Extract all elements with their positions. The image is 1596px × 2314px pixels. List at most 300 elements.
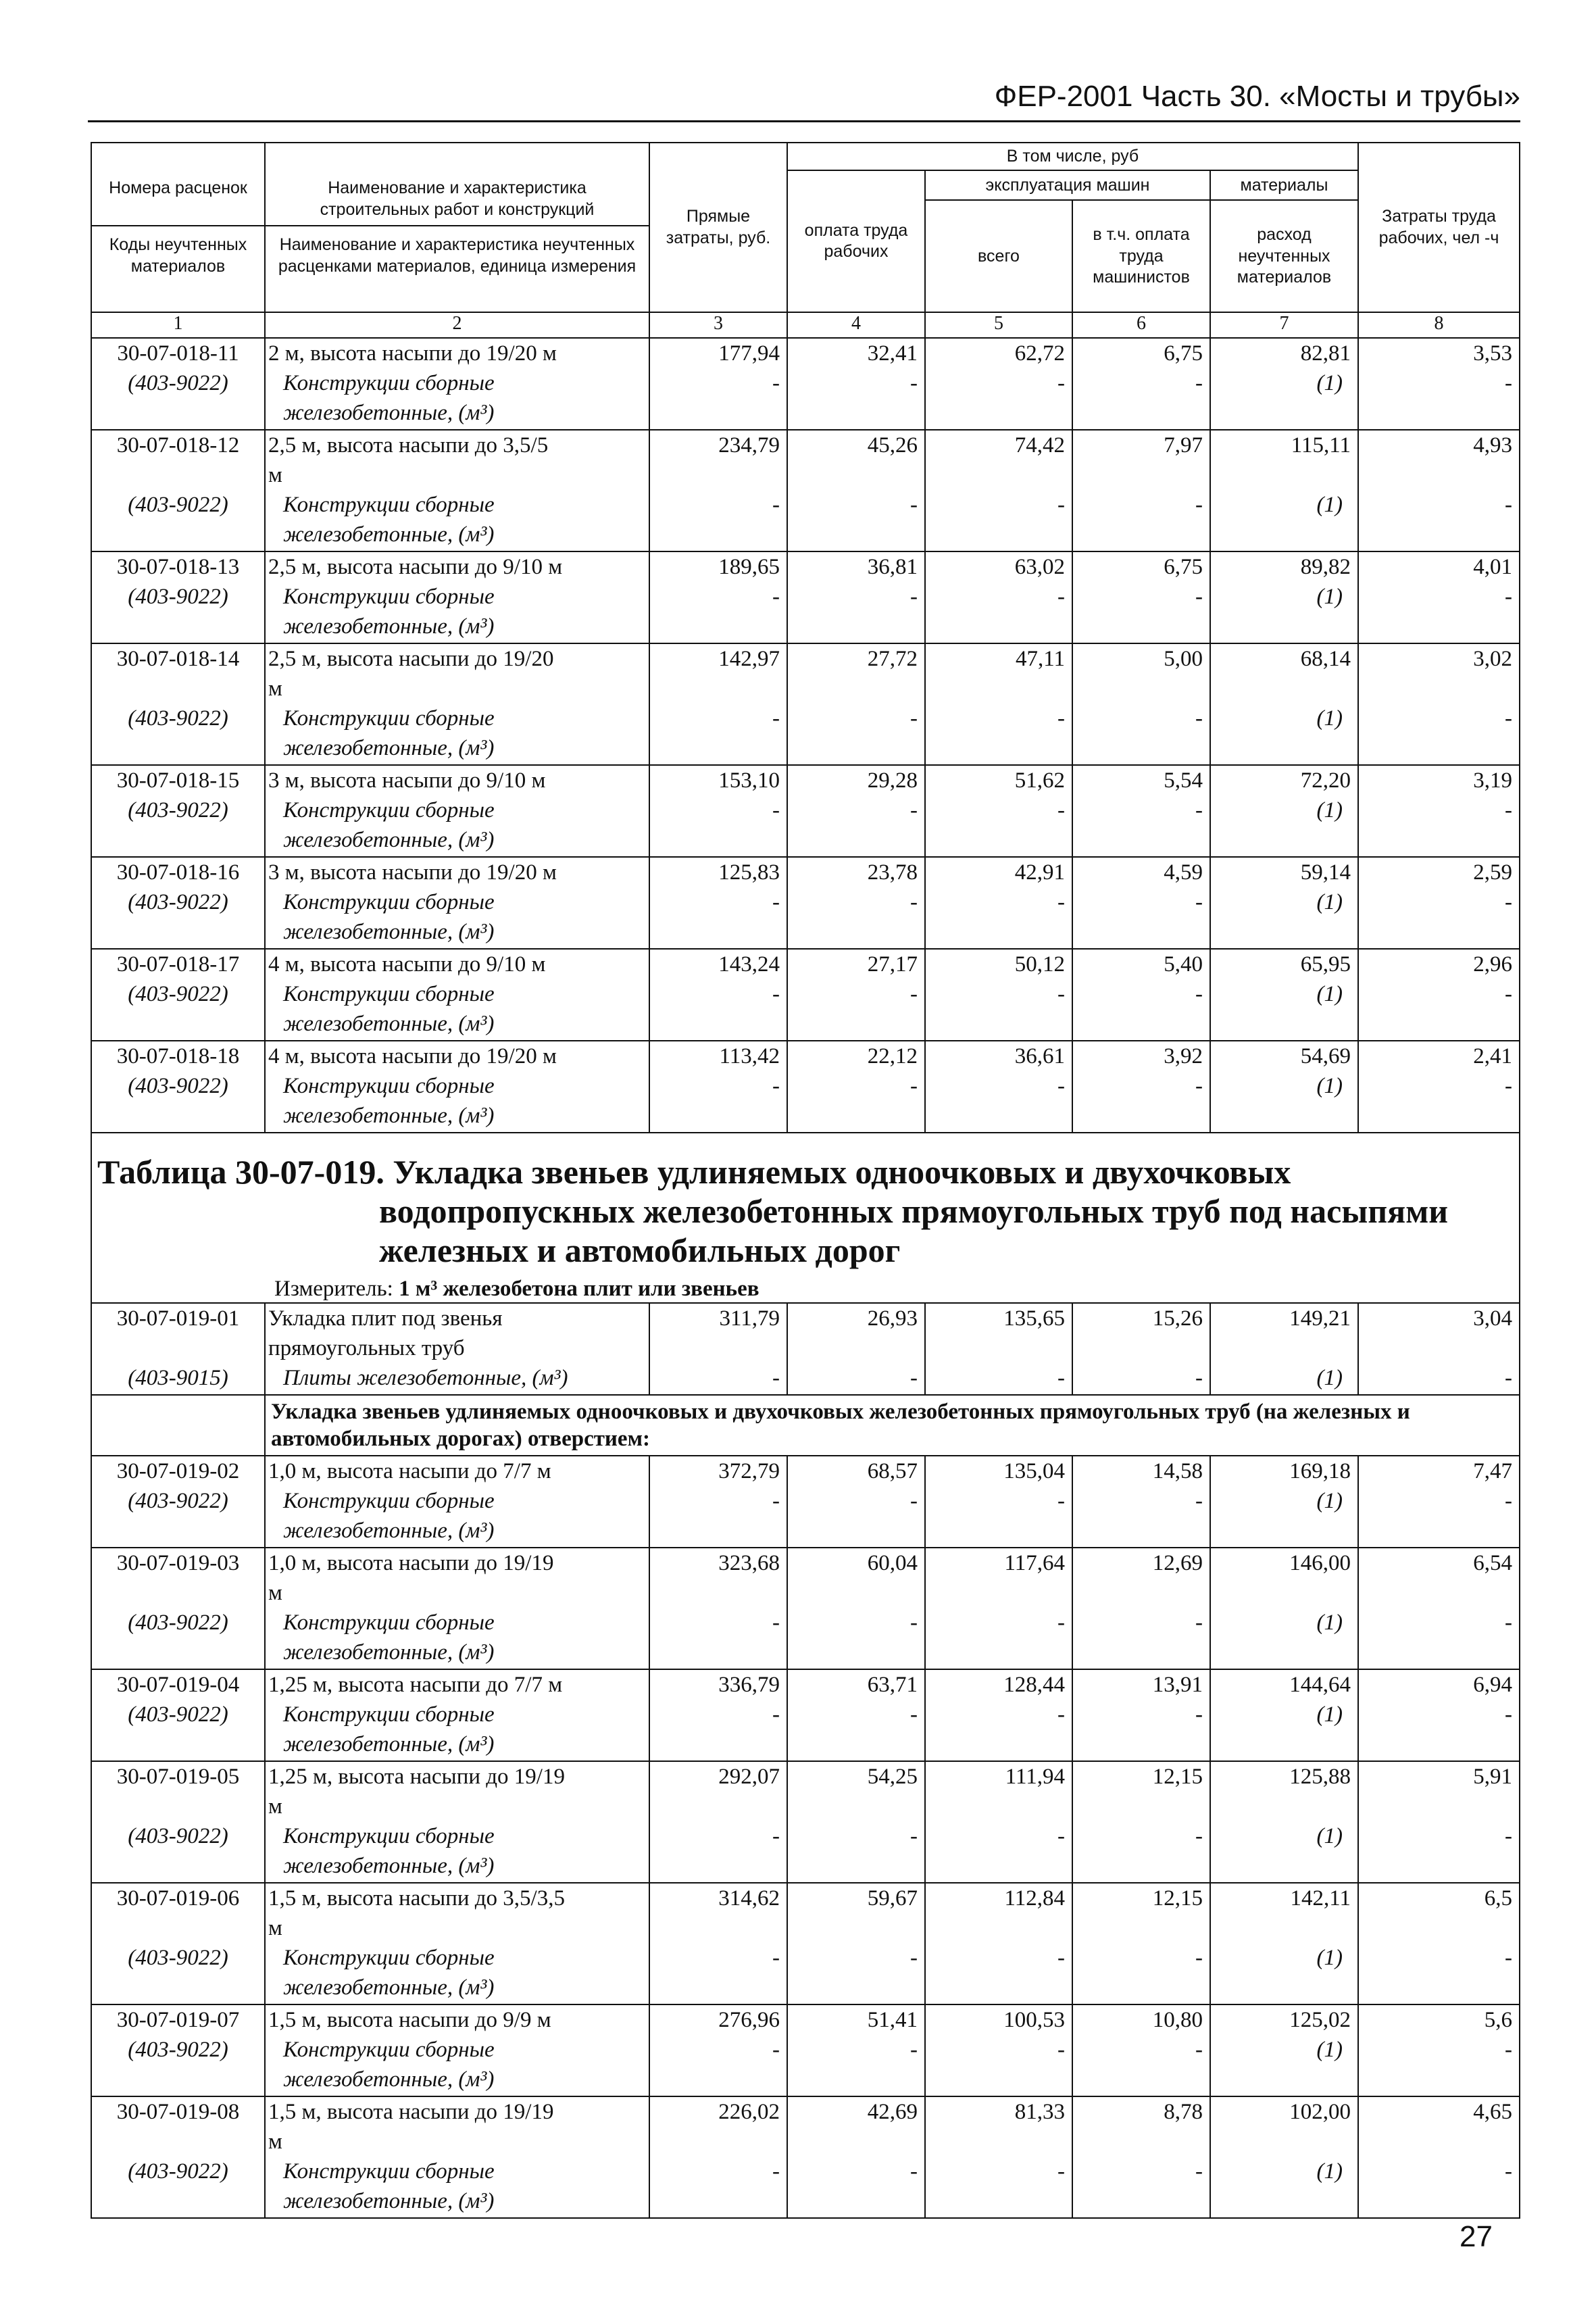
operators-pay <box>1072 551 1210 643</box>
machines-total-value: 51,62 <box>1014 768 1065 793</box>
dash: - <box>910 2159 918 2184</box>
dash: - <box>910 982 918 1007</box>
spacer <box>793 1913 918 1943</box>
dash: - <box>772 706 780 731</box>
dash: - <box>1057 1610 1065 1635</box>
labor-pay-value: 45,26 <box>867 433 918 458</box>
text-line: железобетонные, (м³) <box>283 920 495 945</box>
operators-pay-value: 3,92 <box>1164 1044 1203 1069</box>
material-quantity: (1) <box>1316 890 1343 915</box>
rate-code: 30-07-019-06 <box>116 1886 240 1911</box>
text-line: Конструкции сборные <box>283 493 495 518</box>
spacer <box>793 1792 918 1821</box>
materials-cost <box>1210 1548 1358 1669</box>
text-line: железобетонные, (м³) <box>283 1732 495 1757</box>
spacer <box>655 2127 780 2157</box>
rates-table <box>91 142 1520 2219</box>
materials-cost <box>1210 857 1358 949</box>
materials-cost-value: 68,14 <box>1300 647 1351 672</box>
labor-hours-value: 3,02 <box>1473 647 1512 672</box>
text-line: м <box>268 463 282 488</box>
column-number: 4 <box>787 312 925 338</box>
spacer <box>931 1578 1065 1608</box>
labor-hours <box>1358 1041 1520 1133</box>
direct-cost-value: 226,02 <box>718 2100 780 2125</box>
material-code: (403-9015) <box>128 1366 228 1391</box>
material-quantity: (1) <box>1316 493 1343 518</box>
dash: - <box>772 2159 780 2184</box>
direct-cost-value: 189,65 <box>718 555 780 580</box>
spacer <box>1216 460 1351 490</box>
direct-cost-value: 113,42 <box>719 1044 780 1069</box>
direct-cost <box>649 857 787 949</box>
materials-cost-value: 146,00 <box>1289 1551 1351 1576</box>
machines-total-value: 100,53 <box>1003 2008 1065 2033</box>
operators-pay <box>1072 1669 1210 1761</box>
header-operators-pay: в т.ч. оплата труда машинистов <box>1072 200 1210 312</box>
materials-cost <box>1210 1456 1358 1548</box>
machines-total-value: 62,72 <box>1014 341 1065 366</box>
operators-pay <box>1072 1548 1210 1669</box>
material-code: (403-9022) <box>128 706 228 731</box>
table-title-line: Таблица 30-07-019. Укладка звеньев удлиняемых одноочковых и двухочковых <box>97 1153 1291 1191</box>
operators-pay <box>1072 430 1210 551</box>
materials-cost-value: 82,81 <box>1300 341 1351 366</box>
dash: - <box>1505 1946 1512 1971</box>
text-line: Плиты железобетонные, (м³) <box>283 1366 568 1391</box>
header-labor-hours: Затраты труда рабочих, чел -ч <box>1358 143 1520 312</box>
spacer <box>793 1333 918 1363</box>
text-line: Конструкции сборные <box>283 1824 495 1849</box>
labor-pay <box>787 1456 925 1548</box>
dash: - <box>1505 982 1512 1007</box>
materials-cost <box>1210 2096 1358 2218</box>
labor-hours-value: 2,96 <box>1473 952 1512 977</box>
labor-hours <box>1358 551 1520 643</box>
direct-cost-value: 292,07 <box>718 1765 780 1790</box>
machines-total <box>925 1883 1072 2004</box>
dash: - <box>1505 585 1512 610</box>
dash: - <box>1057 798 1065 823</box>
machines-total-value: 63,02 <box>1014 555 1065 580</box>
dash: - <box>910 1824 918 1849</box>
table-title-line: водопропускных железобетонных прямоугольных труб под насыпями <box>379 1192 1449 1231</box>
direct-cost-value: 153,10 <box>718 768 780 793</box>
labor-pay <box>787 430 925 551</box>
header-col1-top: Номера расценок <box>109 178 247 198</box>
header-col2-divider <box>266 225 649 226</box>
rate-code: 30-07-018-18 <box>116 1044 240 1069</box>
material-quantity: (1) <box>1316 371 1343 396</box>
direct-cost-value: 314,62 <box>718 1886 780 1911</box>
rate-code-cell <box>91 2096 265 2218</box>
header-col2-bottom: Наименование и характеристика неучтенных расценками материалов, единица измерения <box>278 235 637 276</box>
rate-code-cell <box>91 430 265 551</box>
text-line: Конструкции сборные <box>283 982 495 1007</box>
rate-code-cell <box>91 1883 265 2004</box>
operators-pay <box>1072 949 1210 1041</box>
labor-pay-value: 23,78 <box>867 860 918 885</box>
dash: - <box>1505 1489 1512 1514</box>
labor-hours <box>1358 949 1520 1041</box>
dash: - <box>910 798 918 823</box>
header-row-1 <box>91 143 1520 170</box>
rate-code-cell <box>91 1761 265 1883</box>
operators-pay <box>1072 1883 1210 2004</box>
materials-cost <box>1210 765 1358 857</box>
dash: - <box>1195 1946 1203 1971</box>
spacer <box>1078 1913 1203 1943</box>
machines-total <box>925 1548 1072 1669</box>
dash: - <box>1195 1824 1203 1849</box>
operators-pay <box>1072 643 1210 765</box>
labor-pay <box>787 338 925 430</box>
direct-cost <box>649 949 787 1041</box>
rate-code-cell <box>91 551 265 643</box>
text-line: железобетонные, (м³) <box>283 522 495 547</box>
direct-cost <box>649 2096 787 2218</box>
material-quantity: (1) <box>1316 2038 1343 2063</box>
operators-pay <box>1072 338 1210 430</box>
text-line: 3 м, высота насыпи до 9/10 м <box>268 768 546 793</box>
spacer <box>97 2127 259 2157</box>
spacer <box>1078 460 1203 490</box>
dash: - <box>910 1702 918 1727</box>
spacer <box>1364 460 1512 490</box>
labor-pay <box>787 1041 925 1133</box>
labor-pay <box>787 1883 925 2004</box>
dash: - <box>1195 585 1203 610</box>
labor-pay-value: 60,04 <box>867 1551 918 1576</box>
description-cell <box>265 2004 649 2096</box>
labor-pay-value: 27,72 <box>867 647 918 672</box>
machines-total-value: 36,61 <box>1014 1044 1065 1069</box>
dash: - <box>1505 371 1512 396</box>
header-material-use: расход неучтенных материалов <box>1210 200 1358 312</box>
machines-total <box>925 857 1072 949</box>
dash: - <box>1505 890 1512 915</box>
rate-code: 30-07-018-12 <box>116 433 240 458</box>
rate-code-cell <box>91 2004 265 2096</box>
material-code: (403-9022) <box>128 1824 228 1849</box>
labor-hours <box>1358 1303 1520 1395</box>
labor-pay <box>787 1303 925 1395</box>
material-code: (403-9022) <box>128 1946 228 1971</box>
direct-cost-value: 323,68 <box>718 1551 780 1576</box>
machines-total-value: 117,64 <box>1004 1551 1065 1576</box>
material-code: (403-9022) <box>128 1610 228 1635</box>
materials-cost-value: 144,64 <box>1289 1673 1351 1698</box>
header-col2 <box>265 143 649 312</box>
text-line: 1,5 м, высота насыпи до 19/19 <box>268 2100 554 2125</box>
dash: - <box>1057 890 1065 915</box>
text-line: Конструкции сборные <box>283 798 495 823</box>
machines-total-value: 135,65 <box>1003 1306 1065 1331</box>
description-cell <box>265 338 649 430</box>
rate-row <box>91 430 1520 551</box>
rate-code-cell <box>91 1041 265 1133</box>
spacer <box>97 1578 259 1608</box>
spacer <box>1364 1913 1512 1943</box>
operators-pay-value: 12,15 <box>1152 1765 1203 1790</box>
labor-hours-value: 2,59 <box>1473 860 1512 885</box>
dash: - <box>772 1946 780 1971</box>
rate-row <box>91 949 1520 1041</box>
dash: - <box>910 706 918 731</box>
labor-hours <box>1358 2004 1520 2096</box>
dash: - <box>1057 585 1065 610</box>
labor-pay <box>787 643 925 765</box>
rate-row <box>91 551 1520 643</box>
materials-cost <box>1210 1669 1358 1761</box>
text-line: 1,0 м, высота насыпи до 19/19 <box>268 1551 554 1576</box>
text-line: 2,5 м, высота насыпи до 19/20 <box>268 647 554 672</box>
spacer <box>1216 1913 1351 1943</box>
dash: - <box>1057 706 1065 731</box>
table-title <box>97 1133 1514 1270</box>
rate-row <box>91 1041 1520 1133</box>
material-quantity: (1) <box>1316 1074 1343 1099</box>
direct-cost <box>649 1041 787 1133</box>
labor-hours-value: 5,6 <box>1484 2008 1512 2033</box>
rate-row <box>91 1883 1520 2004</box>
dash: - <box>910 493 918 518</box>
material-code: (403-9022) <box>128 493 228 518</box>
dash: - <box>1057 1366 1065 1391</box>
dash: - <box>1505 1610 1512 1635</box>
header-machines: эксплуатация машин <box>925 170 1210 200</box>
table-title-line: железных и автомобильных дорог <box>379 1231 901 1270</box>
rate-code: 30-07-018-13 <box>116 555 240 580</box>
direct-cost-value: 125,83 <box>718 860 780 885</box>
operators-pay <box>1072 1041 1210 1133</box>
spacer <box>1078 1333 1203 1363</box>
direct-cost-value: 142,97 <box>718 647 780 672</box>
material-code: (403-9022) <box>128 371 228 396</box>
labor-hours <box>1358 765 1520 857</box>
spacer <box>1364 1333 1512 1363</box>
text-line: Конструкции сборные <box>283 2038 495 2063</box>
direct-cost <box>649 551 787 643</box>
text-line: железобетонные, (м³) <box>283 1012 495 1037</box>
dash: - <box>910 371 918 396</box>
rate-code: 30-07-018-16 <box>116 860 240 885</box>
labor-hours-value: 3,04 <box>1473 1306 1512 1331</box>
rate-code-cell <box>91 643 265 765</box>
header-col1-bottom: Коды неучтенных материалов <box>109 235 247 276</box>
spacer <box>1364 1792 1512 1821</box>
operators-pay <box>1072 2096 1210 2218</box>
measure-label: Измеритель: <box>274 1277 393 1302</box>
materials-cost-value: 169,18 <box>1289 1459 1351 1484</box>
operators-pay <box>1072 1456 1210 1548</box>
material-quantity: (1) <box>1316 585 1343 610</box>
material-code: (403-9022) <box>128 798 228 823</box>
section-heading: Укладка звеньев удлиняемых одноочковых и двухочковых железобетонных прямоугольных труб (на железных и автомобильных дорогах) отверстием: <box>265 1395 1520 1456</box>
labor-hours <box>1358 643 1520 765</box>
direct-cost <box>649 338 787 430</box>
direct-cost-value: 177,94 <box>718 341 780 366</box>
description-cell <box>265 765 649 857</box>
column-number: 8 <box>1358 312 1520 338</box>
labor-pay-value: 27,17 <box>867 952 918 977</box>
labor-hours <box>1358 1456 1520 1548</box>
column-number: 7 <box>1210 312 1358 338</box>
operators-pay <box>1072 1761 1210 1883</box>
materials-cost <box>1210 1041 1358 1133</box>
machines-total-value: 112,84 <box>1004 1886 1065 1911</box>
rate-code-cell <box>91 857 265 949</box>
materials-cost-value: 59,14 <box>1300 860 1351 885</box>
dash: - <box>1505 1824 1512 1849</box>
dash: - <box>910 2038 918 2063</box>
labor-pay-value: 36,81 <box>867 555 918 580</box>
column-number: 1 <box>91 312 265 338</box>
rate-row <box>91 2004 1520 2096</box>
materials-cost-value: 115,11 <box>1291 433 1351 458</box>
rate-code-cell <box>91 1456 265 1548</box>
material-code: (403-9022) <box>128 2159 228 2184</box>
dash: - <box>1505 2159 1512 2184</box>
labor-hours <box>1358 430 1520 551</box>
labor-pay <box>787 2004 925 2096</box>
dash: - <box>772 982 780 1007</box>
text-line: 2,5 м, высота насыпи до 3,5/5 <box>268 433 549 458</box>
description-cell <box>265 1041 649 1133</box>
description-cell <box>265 1303 649 1395</box>
labor-hours-value: 4,93 <box>1473 433 1512 458</box>
dash: - <box>1057 982 1065 1007</box>
dash: - <box>1057 1946 1065 1971</box>
description-cell <box>265 949 649 1041</box>
column-number: 3 <box>649 312 787 338</box>
rate-code: 30-07-018-17 <box>116 952 240 977</box>
dash: - <box>1057 1489 1065 1514</box>
machines-total <box>925 2004 1072 2096</box>
material-code: (403-9022) <box>128 585 228 610</box>
description-cell <box>265 1669 649 1761</box>
spacer <box>97 1913 259 1943</box>
machines-total <box>925 430 1072 551</box>
header-group: В том числе, руб <box>787 143 1358 170</box>
spacer <box>655 1913 780 1943</box>
rate-row <box>91 643 1520 765</box>
section-heading-spacer <box>91 1395 265 1456</box>
text-line: железобетонные, (м³) <box>283 401 495 426</box>
spacer <box>97 674 259 704</box>
dash: - <box>1195 1610 1203 1635</box>
operators-pay-value: 14,58 <box>1152 1459 1203 1484</box>
dash: - <box>772 890 780 915</box>
header-rule <box>88 120 1520 122</box>
dash: - <box>772 1702 780 1727</box>
labor-pay-value: 26,93 <box>867 1306 918 1331</box>
description-cell <box>265 1761 649 1883</box>
text-line: 1,5 м, высота насыпи до 3,5/3,5 <box>268 1886 565 1911</box>
rate-code-cell <box>91 338 265 430</box>
text-line: 2 м, высота насыпи до 19/20 м <box>268 341 557 366</box>
dash: - <box>910 1489 918 1514</box>
text-line: железобетонные, (м³) <box>283 828 495 853</box>
labor-hours <box>1358 1669 1520 1761</box>
rate-code-cell <box>91 949 265 1041</box>
dash: - <box>1505 706 1512 731</box>
operators-pay-value: 6,75 <box>1164 341 1203 366</box>
spacer <box>97 1333 259 1363</box>
text-line: 1,0 м, высота насыпи до 7/7 м <box>268 1459 551 1484</box>
rate-row <box>91 1456 1520 1548</box>
text-line: железобетонные, (м³) <box>283 736 495 761</box>
materials-cost <box>1210 430 1358 551</box>
dash: - <box>772 2038 780 2063</box>
materials-cost <box>1210 643 1358 765</box>
labor-hours <box>1358 2096 1520 2218</box>
dash: - <box>1057 2038 1065 2063</box>
machines-total <box>925 643 1072 765</box>
direct-cost-value: 143,24 <box>718 952 780 977</box>
text-line: 1,25 м, высота насыпи до 19/19 <box>268 1765 565 1790</box>
spacer <box>793 460 918 490</box>
labor-hours <box>1358 1883 1520 2004</box>
dash: - <box>1057 1702 1065 1727</box>
text-line: Конструкции сборные <box>283 585 495 610</box>
description-cell <box>265 2096 649 2218</box>
labor-pay <box>787 765 925 857</box>
material-quantity: (1) <box>1316 982 1343 1007</box>
materials-cost <box>1210 1761 1358 1883</box>
dash: - <box>772 493 780 518</box>
section-heading-row <box>91 1395 1520 1456</box>
spacer <box>1216 674 1351 704</box>
operators-pay <box>1072 1303 1210 1395</box>
text-line: железобетонные, (м³) <box>283 2067 495 2092</box>
column-number-row <box>91 312 1520 338</box>
rate-code: 30-07-019-07 <box>116 2008 240 2033</box>
materials-cost-value: 102,00 <box>1289 2100 1351 2125</box>
materials-cost-value: 125,02 <box>1289 2008 1351 2033</box>
material-quantity: (1) <box>1316 1489 1343 1514</box>
dash: - <box>772 798 780 823</box>
rate-code: 30-07-018-11 <box>117 341 239 366</box>
description-cell <box>265 1456 649 1548</box>
direct-cost <box>649 1669 787 1761</box>
text-line: м <box>268 676 282 701</box>
dash: - <box>910 585 918 610</box>
spacer <box>1078 2127 1203 2157</box>
spacer <box>931 2127 1065 2157</box>
machines-total <box>925 1761 1072 1883</box>
direct-cost <box>649 765 787 857</box>
text-line: железобетонные, (м³) <box>283 614 495 639</box>
dash: - <box>1505 1074 1512 1099</box>
spacer <box>655 1578 780 1608</box>
operators-pay <box>1072 765 1210 857</box>
spacer <box>655 460 780 490</box>
text-line: железобетонные, (м³) <box>283 1519 495 1544</box>
description-cell <box>265 430 649 551</box>
labor-hours-value: 5,91 <box>1473 1765 1512 1790</box>
machines-total-value: 47,11 <box>1015 647 1065 672</box>
dash: - <box>1195 371 1203 396</box>
operators-pay-value: 13,91 <box>1152 1673 1203 1698</box>
spacer <box>1078 1792 1203 1821</box>
text-line: м <box>268 1794 282 1819</box>
direct-cost-value: 311,79 <box>719 1306 780 1331</box>
text-line: Конструкции сборные <box>283 706 495 731</box>
running-title: ФЕР-2001 Часть 30. «Мосты и трубы» <box>994 80 1520 113</box>
spacer <box>1364 1578 1512 1608</box>
rate-row <box>91 857 1520 949</box>
